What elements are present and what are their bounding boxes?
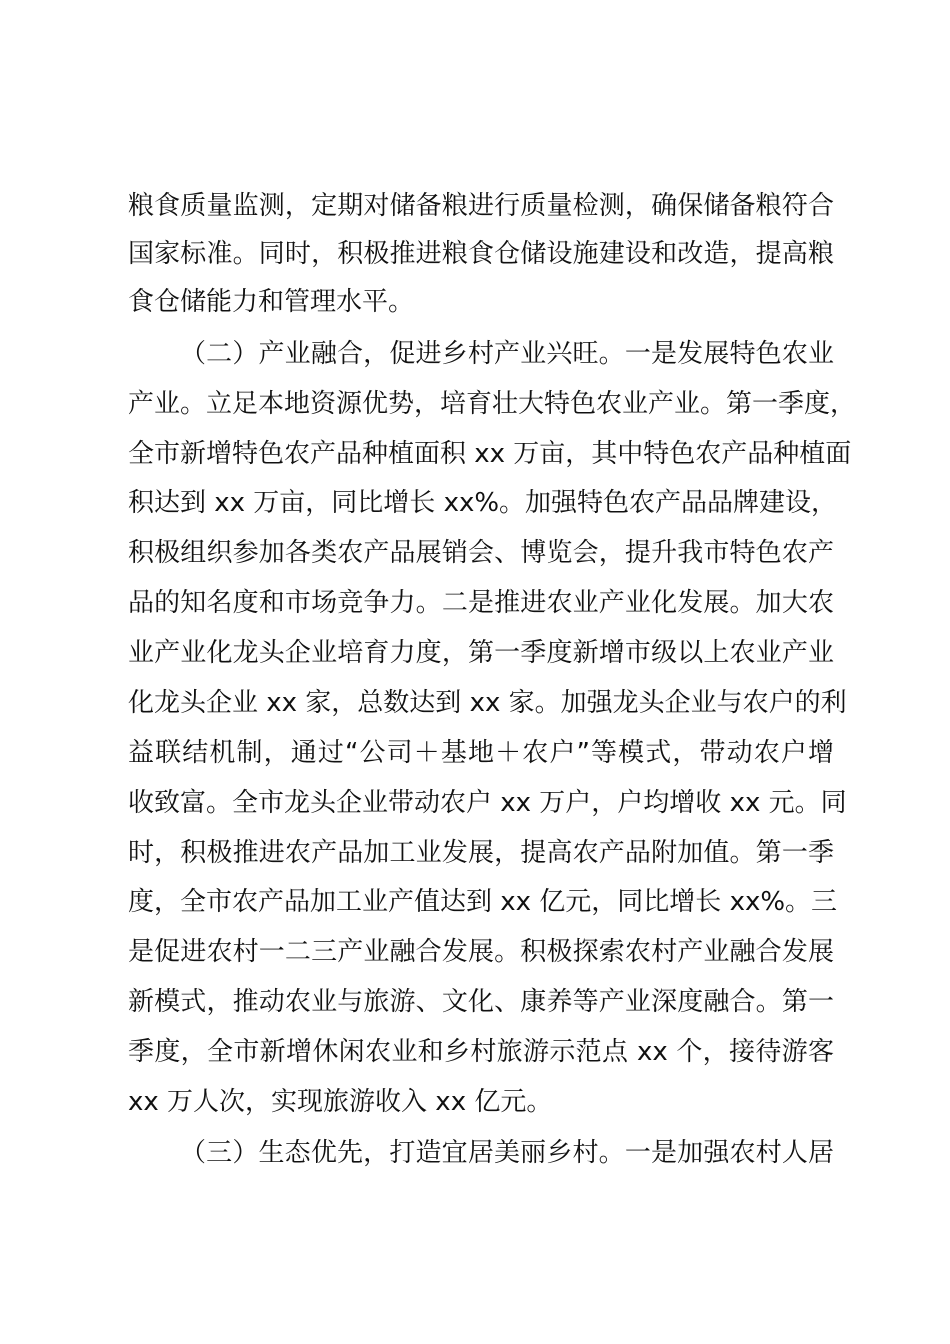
text-line: 度，全市农产品加工业产值达到 xx 亿元，同比增长 xx%。三 bbox=[128, 887, 838, 917]
text-line: 业产业化龙头企业培育力度，第一季度新增市级以上农业产业 bbox=[128, 638, 834, 668]
text-line: 益联结机制，通过“公司＋基地＋农户”等模式，带动农户增 bbox=[128, 738, 834, 768]
section-heading-line: （二）产业融合，促进乡村产业兴旺。一是发展特色农业 bbox=[180, 339, 834, 369]
text-line: 全市新增特色农产品种植面积 xx 万亩，其中特色农产品种植面 bbox=[128, 439, 852, 469]
text-line: 产业。立足本地资源优势，培育壮大特色农业产业。第一季度， bbox=[128, 389, 857, 419]
text-line: 粮食质量监测，定期对储备粮进行质量检测，确保储备粮符合 bbox=[128, 191, 834, 221]
section-heading-line: （三）生态优先，打造宜居美丽乡村。一是加强农村人居 bbox=[180, 1138, 834, 1168]
text-line: 食仓储能力和管理水平。 bbox=[128, 287, 415, 317]
text-line: 品的知名度和市场竞争力。二是推进农业产业化发展。加大农 bbox=[128, 588, 834, 618]
text-line: 时，积极推进农产品加工业发展，提高农产品附加值。第一季 bbox=[128, 838, 834, 868]
text-line: 收致富。全市龙头企业带动农户 xx 万户，户均增收 xx 元。同 bbox=[128, 788, 847, 818]
text-line: 积极组织参加各类农产品展销会、博览会，提升我市特色农产 bbox=[128, 538, 834, 568]
text-line: 是促进农村一二三产业融合发展。积极探索农村产业融合发展 bbox=[128, 937, 834, 967]
text-line: 新模式，推动农业与旅游、文化、康养等产业深度融合。第一 bbox=[128, 987, 834, 1017]
text-line: 国家标准。同时，积极推进粮食仓储设施建设和改造，提高粮 bbox=[128, 239, 834, 269]
text-line: 化龙头企业 xx 家，总数达到 xx 家。加强龙头企业与农户的利 bbox=[128, 688, 847, 718]
text-line: 积达到 xx 万亩，同比增长 xx%。加强特色农产品品牌建设， bbox=[128, 488, 838, 518]
text-line: 季度，全市新增休闲农业和乡村旅游示范点 xx 个，接待游客 bbox=[128, 1037, 834, 1067]
text-line: xx 万人次，实现旅游收入 xx 亿元。 bbox=[128, 1087, 553, 1117]
